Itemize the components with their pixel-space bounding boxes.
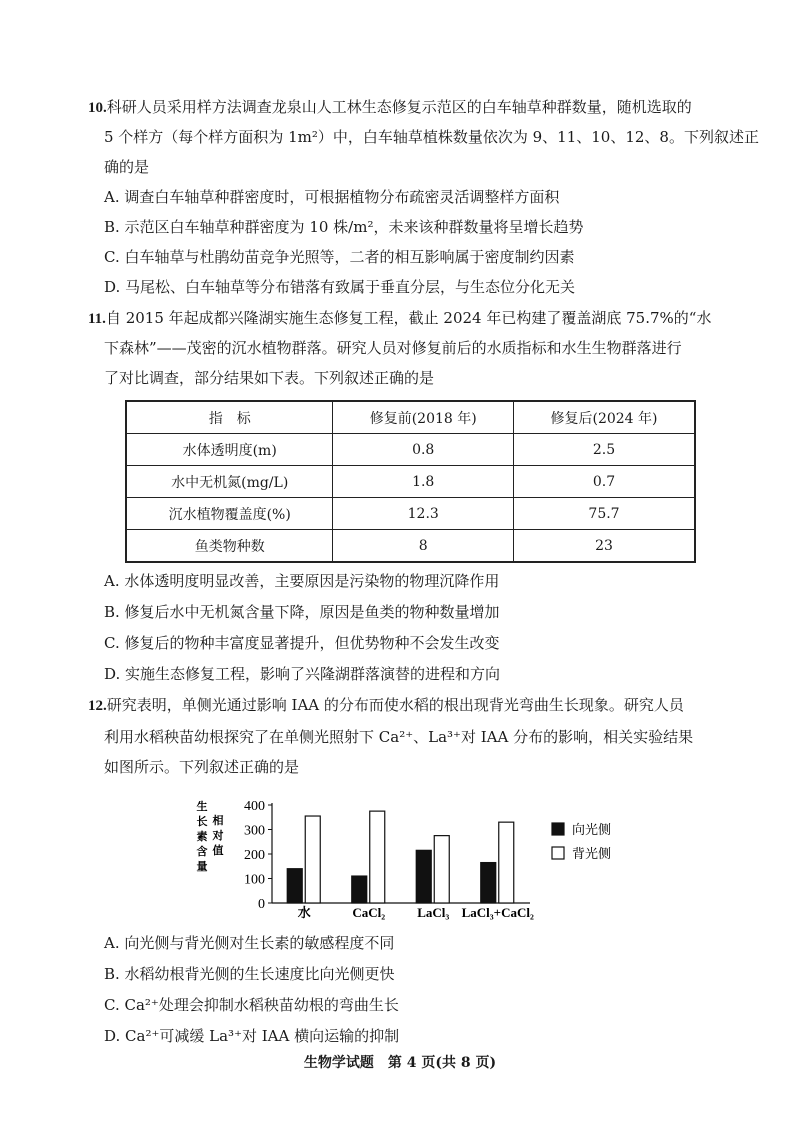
question-12-line-3: 如图所示。下列叙述正确的是	[104, 758, 300, 776]
question-11-option-a: A. 水体透明度明显改善，主要原因是污染物的物理沉降作用	[104, 572, 500, 590]
bar-shaded	[499, 822, 514, 903]
table-cell: 水中无机氮(mg/L)	[126, 466, 333, 498]
table-cell: 沉水植物覆盖度(%)	[126, 498, 333, 530]
question-10-option-a: A. 调查白车轴草种群密度时，可根据植物分布疏密灵活调整样方面积	[104, 188, 560, 206]
table-cell: 23	[514, 530, 695, 563]
y-axis-label-char: 含	[196, 845, 208, 858]
question-11-cont	[104, 333, 744, 393]
table-header-cell: 修复前(2018 年)	[333, 401, 514, 434]
question-11-line-2: 下森林”——茂密的沉水植物群落。研究人员对修复前后的水质指标和水生生物群落进行	[104, 339, 682, 357]
table-cell: 0.8	[333, 434, 514, 466]
question-11-option-d: D. 实施生态修复工程，影响了兴隆湖群落演替的进程和方向	[104, 665, 501, 683]
question-10-option-c: C. 白车轴草与杜鹃幼苗竞争光照等，二者的相互影响属于密度制约因素	[104, 248, 575, 266]
question-12-option-d: D. Ca²⁺可减缓 La³⁺对 IAA 横向运输的抑制	[104, 1027, 400, 1045]
question-number: 10.	[88, 100, 107, 116]
bar-shaded	[434, 836, 449, 903]
bar-sunlit	[481, 863, 496, 903]
bars	[287, 811, 514, 903]
y-tick-label: 200	[244, 848, 265, 863]
question-12	[88, 690, 728, 721]
question-10-cont	[104, 122, 759, 182]
table-cell: 8	[333, 530, 514, 563]
question-12-option-b: B. 水稻幼根背光侧的生长速度比向光侧更快	[104, 965, 395, 983]
y-tick-label: 300	[244, 823, 265, 839]
legend-swatch	[552, 847, 564, 859]
bar-sunlit	[352, 876, 367, 903]
question-12-option-a: A. 向光侧与背光侧对生长素的敏感程度不同	[104, 934, 395, 952]
y-tick-label: 400	[244, 799, 265, 814]
y-axis-label-char: 量	[196, 860, 208, 873]
bar-sunlit	[287, 869, 302, 903]
question-11	[88, 303, 728, 334]
table-header-cell: 指 标	[126, 401, 333, 434]
bar-chart	[180, 790, 612, 920]
question-10-option-b: B. 示范区白车轴草种群密度为 10 株/m²，未来该种群数量将呈增长趋势	[104, 218, 584, 236]
question-10-line-2: 5 个样方（每个样方面积为 1m²）中，白车轴草植株数量依次为 9、11、10、12、8。下列叙述正	[104, 128, 759, 146]
question-12-cont	[104, 722, 744, 782]
question-10	[88, 92, 728, 123]
x-tick-label: 水	[297, 905, 311, 920]
legend-swatch	[552, 823, 564, 835]
x-tick-label: LaCl₃	[417, 905, 450, 920]
table-cell: 0.7	[514, 466, 695, 498]
table-header-row	[126, 401, 695, 434]
question-number: 11.	[88, 311, 106, 327]
table-cell: 水体透明度(m)	[126, 434, 333, 466]
table-cell: 1.8	[333, 466, 514, 498]
x-axis-labels	[298, 905, 534, 920]
y-axis-ticks	[244, 799, 272, 912]
question-number: 12.	[88, 698, 107, 714]
question-10-line-3: 确的是	[104, 158, 150, 176]
y-axis-label-char: 对	[212, 829, 224, 842]
legend-label: 背光侧	[572, 847, 612, 862]
x-tick-label: CaCl₂	[352, 905, 386, 920]
bar-sunlit	[416, 850, 431, 903]
table-cell: 75.7	[514, 498, 695, 530]
page-footer: 生物学试题 第 4 页(共 8 页)	[303, 1055, 497, 1071]
question-11-option-c: C. 修复后的物种丰富度显著提升，但优势物种不会发生改变	[104, 634, 500, 652]
x-tick-label: LaCl₃+CaCl₂	[461, 905, 534, 920]
question-12-line-2: 利用水稻秧苗幼根探究了在单侧光照射下 Ca²⁺、La³⁺对 IAA 分布的影响，相关实验结果	[104, 728, 694, 746]
y-axis-label-char: 长	[196, 815, 208, 828]
table-header-cell: 修复后(2024 年)	[514, 401, 695, 434]
question-10-option-d: D. 马尾松、白车轴草等分布错落有致属于垂直分层，与生态位分化无关	[104, 278, 576, 296]
legend-label: 向光侧	[572, 823, 612, 838]
y-axis-label-char: 生	[196, 800, 208, 813]
bar-shaded	[305, 816, 320, 903]
question-12-line-1: 12.研究表明，单侧光通过影响 IAA 的分布而使水稻的根出现背光弯曲生长现象。研究人员	[88, 696, 684, 714]
y-tick-label: 100	[244, 872, 265, 888]
y-tick-label: 0	[258, 897, 265, 912]
y-axis-label-char: 素	[196, 830, 208, 843]
legend	[552, 822, 611, 862]
bar-shaded	[370, 811, 385, 903]
question-12-option-c: C. Ca²⁺处理会抑制水稻秧苗幼根的弯曲生长	[104, 996, 399, 1014]
table-cell: 鱼类物种数	[126, 530, 333, 563]
table-cell: 12.3	[333, 498, 514, 530]
question-11-option-b: B. 修复后水中无机氮含量下降，原因是鱼类的物种数量增加	[104, 603, 500, 621]
question-10-line-1: 10.科研人员采用样方法调查龙泉山人工林生态修复示范区的白车轴草种群数量，随机选取的	[88, 98, 692, 116]
table-row	[126, 530, 695, 563]
table-cell: 2.5	[514, 434, 695, 466]
table-row	[126, 498, 695, 530]
y-axis-label	[197, 799, 224, 873]
question-11-line-1: 11.自 2015 年起成都兴隆湖实施生态修复工程，截止 2024 年已构建了覆盖湖底 75.7%的“水	[88, 309, 712, 327]
table-row	[126, 466, 695, 498]
y-axis-label-char: 相	[212, 814, 224, 827]
table-row	[126, 434, 695, 466]
y-axis-label-char: 值	[212, 844, 224, 857]
data-table	[125, 400, 696, 563]
question-11-line-3: 了对比调查，部分结果如下表。下列叙述正确的是	[104, 369, 435, 387]
